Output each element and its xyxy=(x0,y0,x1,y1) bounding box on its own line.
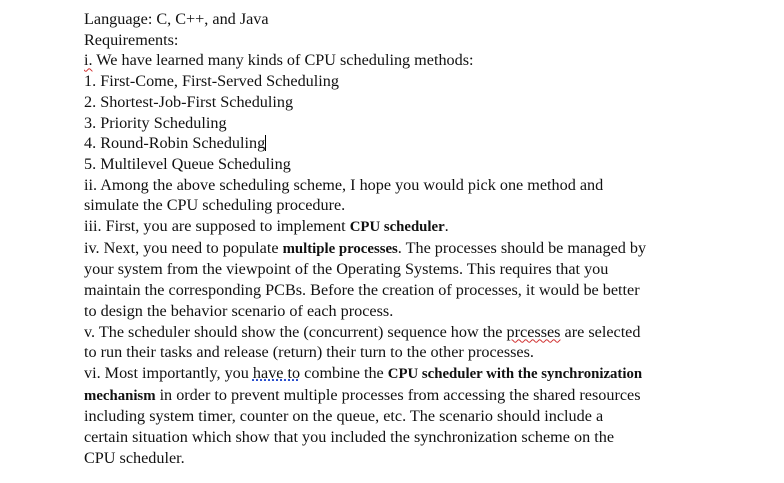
document-body[interactable] xyxy=(84,9,774,468)
requirement-iv-line1 xyxy=(84,238,774,260)
requirement-vi-line5: CPU scheduler. xyxy=(84,448,185,467)
requirement-iv-text-b: . The processes should be managed by xyxy=(397,238,647,257)
spellcheck-marker[interactable]: i. xyxy=(84,51,93,70)
requirement-v-line2: to run their tasks and release (return) their turn to the other processes. xyxy=(84,343,534,362)
method-item-fcfs: 1. First-Come, First-Served Scheduling xyxy=(84,72,339,91)
requirement-v-text-b: are selected xyxy=(560,322,641,341)
requirement-iv-bold: multiple processes xyxy=(282,240,398,257)
requirement-v-text-a: v. The scheduler should show the (concurrent) sequence how the xyxy=(84,322,507,341)
grammar-flagged-phrase[interactable]: have to xyxy=(252,363,301,382)
requirement-vi-bold-2: mechanism xyxy=(84,387,156,404)
requirements-heading: Requirements: xyxy=(84,30,179,49)
requirement-iii xyxy=(84,216,774,238)
language-line: Language: C, C++, and Java xyxy=(84,10,269,28)
requirement-vi-line3: including system timer, counter on the queue, etc. The scenario should include a xyxy=(84,407,604,426)
requirement-ii-line1: ii. Among the above scheduling scheme, I hope you would pick one method and xyxy=(84,175,604,194)
requirement-i xyxy=(84,50,774,71)
requirement-iii-end: . xyxy=(444,217,449,236)
text-cursor xyxy=(265,135,266,151)
method-item-round-robin xyxy=(84,133,774,154)
requirement-vi-line2 xyxy=(84,385,774,407)
requirement-iii-text: iii. First, you are supposed to implement xyxy=(84,217,350,236)
requirement-iii-bold: CPU scheduler xyxy=(349,219,445,236)
requirement-vi-text-b: combine the xyxy=(300,363,388,382)
requirement-vi-text-a: vi. Most importantly, you xyxy=(84,363,253,382)
requirement-vi-line1 xyxy=(84,363,774,385)
method-item-sjf: 2. Shortest-Job-First Scheduling xyxy=(84,92,294,111)
method-item-priority: 3. Priority Scheduling xyxy=(84,113,227,132)
method-item-round-robin-text: 4. Round-Robin Scheduling xyxy=(84,134,266,153)
requirement-iv-line3: maintain the corresponding PCBs. Before the creation of processes, it would be better xyxy=(84,281,640,300)
requirement-iv-line2: your system from the viewpoint of the Operating Systems. This requires that you xyxy=(84,260,609,279)
requirement-iv-text-a: iv. Next, you need to populate xyxy=(84,238,283,257)
requirement-v-line1 xyxy=(84,322,774,343)
requirement-vi-line4: certain situation which show that you included the synchronization scheme on the xyxy=(84,428,615,447)
requirement-vi-bold-1: CPU scheduler with the synchronization xyxy=(387,365,643,382)
misspelled-word[interactable]: prcesses xyxy=(506,322,561,341)
requirement-i-text: We have learned many kinds of CPU scheduling methods: xyxy=(92,51,474,70)
requirement-ii-line2: simulate the CPU scheduling procedure. xyxy=(84,196,346,215)
method-item-multilevel: 5. Multilevel Queue Scheduling xyxy=(84,154,291,173)
requirement-iv-line4: to design the behavior scenario of each process. xyxy=(84,301,394,320)
requirement-vi-text-c: in order to prevent multiple processes from accessing the shared resources xyxy=(155,385,641,404)
